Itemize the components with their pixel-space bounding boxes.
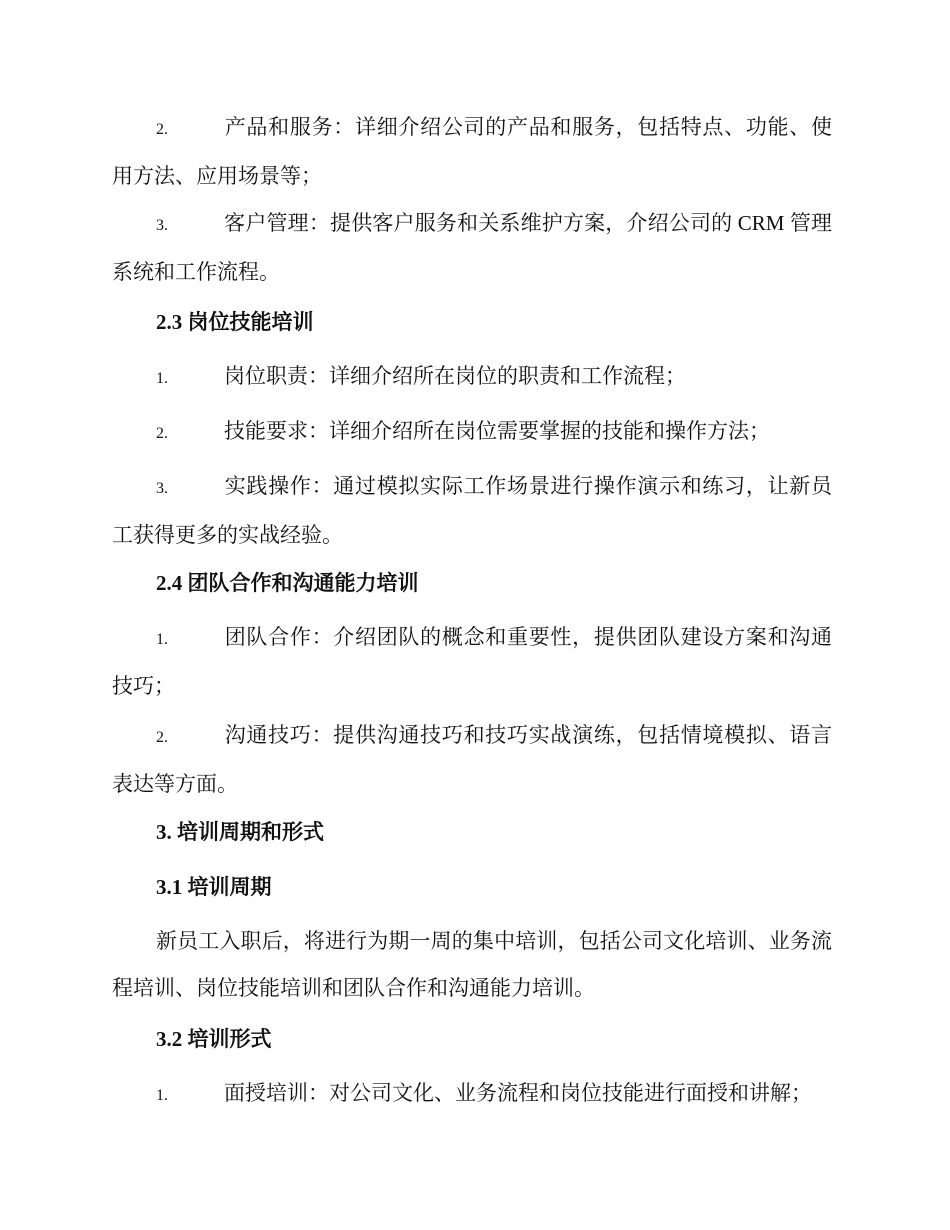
list-text: 实践操作：通过模拟实际工作场景进行操作演示和练习，让新员工获得更多的实战经验。 <box>112 474 832 547</box>
list-text: 团队合作：介绍团队的概念和重要性，提供团队建设方案和沟通技巧； <box>112 625 832 698</box>
list-text: 客户管理：提供客户服务和关系维护方案，介绍公司的 CRM 管理系统和工作流程。 <box>112 211 832 284</box>
list-item <box>112 353 832 402</box>
list-item <box>112 463 832 559</box>
list-text: 产品和服务：详细介绍公司的产品和服务，包括特点、功能、使用方法、应用场景等； <box>112 115 832 188</box>
list-text: 沟通技巧：提供沟通技巧和技巧实战演练，包括情境模拟、语言表达等方面。 <box>112 723 832 796</box>
list-number: 3. <box>156 480 168 497</box>
list-item <box>112 614 832 710</box>
list-item <box>112 104 832 200</box>
section-heading: 2.4 团队合作和沟通能力培训 <box>156 571 419 595</box>
list-text: 面授培训：对公司文化、业务流程和岗位技能进行面授和讲解； <box>224 1081 812 1105</box>
list-text: 技能要求：详细介绍所在岗位需要掌握的技能和操作方法； <box>224 419 770 443</box>
list-item <box>112 712 832 808</box>
section-heading: 3.1 培训周期 <box>156 875 272 899</box>
section-heading: 3.2 培训形式 <box>156 1027 272 1051</box>
section-heading: 2.3 岗位技能培训 <box>156 310 314 334</box>
list-item <box>112 200 832 296</box>
list-number: 2. <box>156 729 168 746</box>
list-number: 2. <box>156 425 168 442</box>
list-number: 3. <box>156 217 168 234</box>
list-text: 岗位职责：详细介绍所在岗位的职责和工作流程； <box>224 364 686 388</box>
section-heading: 3. 培训周期和形式 <box>156 820 324 844</box>
list-number: 2. <box>156 121 168 138</box>
list-number: 1. <box>156 1087 168 1104</box>
list-number: 1. <box>156 370 168 387</box>
list-item <box>112 1070 832 1119</box>
list-number: 1. <box>156 631 168 648</box>
list-item <box>112 408 832 457</box>
body-paragraph: 新员工入职后，将进行为期一周的集中培训，包括公司文化培训、业务流程培训、岗位技能培训和团队合作和沟通能力培训。 <box>112 929 832 1000</box>
